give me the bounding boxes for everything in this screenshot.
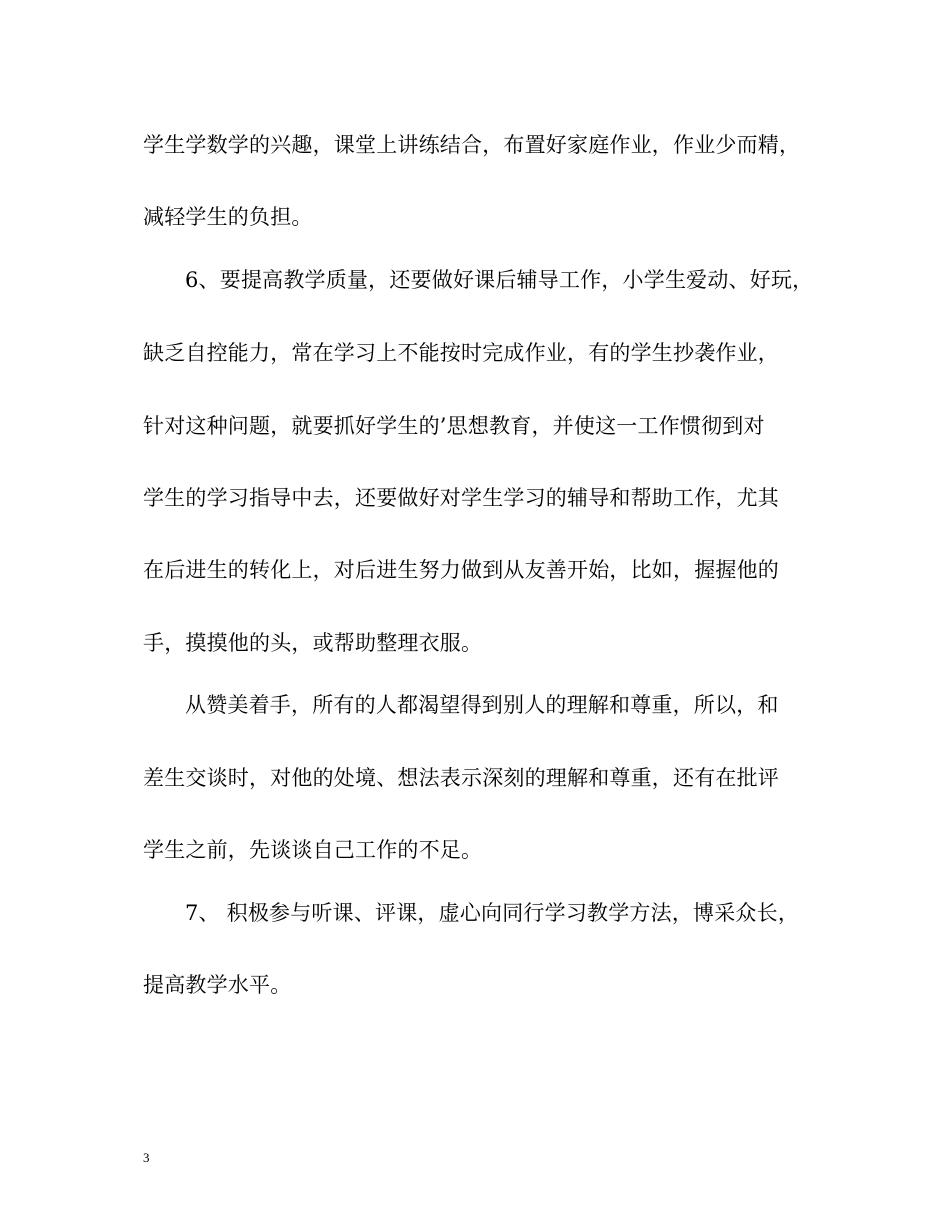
text-line: 学生之前，先谈谈自己工作的不足。 xyxy=(143,838,483,862)
text-line: 针对这种问题，就要抓好学生的’思想教育，并使这一工作惯彻到对 xyxy=(143,414,765,438)
text-line: 减轻学生的负担。 xyxy=(143,205,313,229)
text-line: 缺乏自控能力，常在学习上不能按时完成作业，有的学生抄袭作业， xyxy=(143,341,779,365)
text-line: 差生交谈时，对他的处境、想法表示深刻的理解和尊重，还有在批评 xyxy=(143,766,779,790)
text-line: 手，摸摸他的头，或帮助整理衣服。 xyxy=(143,631,483,655)
paragraph-start-line: 从赞美着手，所有的人都渴望得到别人的理解和尊重，所以，和 xyxy=(185,693,779,717)
text-line: 在后进生的转化上，对后进生努力做到从友善开始，比如，握握他的 xyxy=(143,558,779,582)
text-line: 提高教学水平。 xyxy=(143,973,292,997)
text-line: 学生学数学的兴趣，课堂上讲练结合，布置好家庭作业，作业少而精， xyxy=(143,133,801,157)
page-number: 3 xyxy=(143,1150,150,1165)
paragraph-start-line: 7、 积极参与听课、评课，虚心向同行学习教学方法，博采众长， xyxy=(185,901,800,925)
text-line: 学生的学习指导中去，还要做好对学生学习的辅导和帮助工作，尤其 xyxy=(143,486,779,510)
paragraph-start-line: 6、要提高教学质量，还要做好课后辅导工作，小学生爱动、好玩， xyxy=(185,268,814,292)
